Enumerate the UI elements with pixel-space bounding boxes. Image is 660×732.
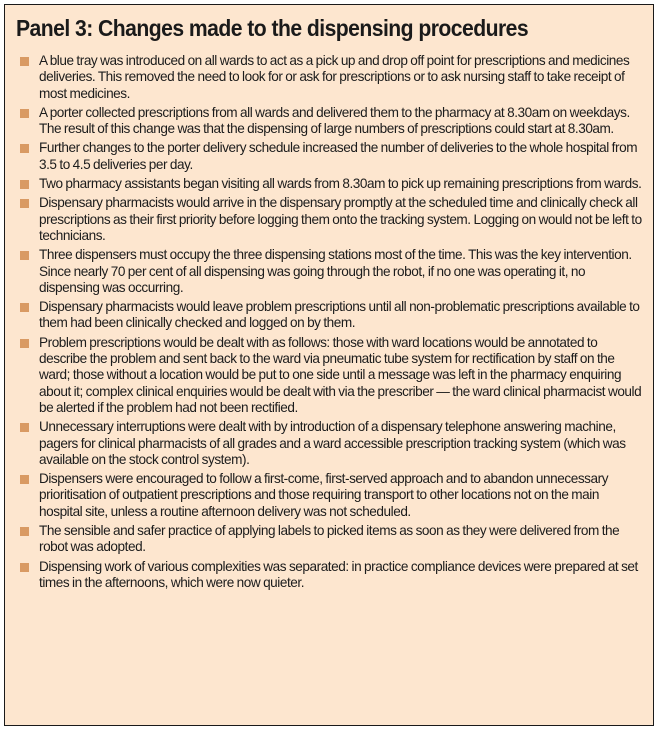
list-item-text: Dispensary pharmacists would leave problem prescriptions until all non-problematic prescriptions available to them had been clinically checked and logged on by them.: [39, 299, 640, 331]
list-item: [13, 335, 643, 416]
list-item: [13, 299, 643, 332]
list-item: [13, 140, 643, 173]
bullet-list: [13, 53, 643, 591]
list-item-text: Further changes to the porter delivery schedule increased the number of deliveries to the whole hospital from 3.5 to 4.5 deliveries per day.: [39, 140, 638, 172]
square-bullet-icon: [20, 339, 29, 348]
square-bullet-icon: [20, 527, 29, 536]
square-bullet-icon: [20, 303, 29, 312]
panel-box: [4, 4, 654, 726]
list-item: [13, 419, 643, 468]
square-bullet-icon: [20, 199, 29, 208]
list-item-text: Unnecessary interruptions were dealt with by introduction of a dispensary telephone answering machine, pagers for clinical pharmacists of all grades and a ward accessible prescription tracking system (which was available on the stock control system).: [39, 419, 626, 467]
square-bullet-icon: [20, 144, 29, 153]
list-item: [13, 247, 643, 296]
list-item-text: Dispensers were encouraged to follow a first-come, first-served approach and to abandon unnecessary prioritisation of outpatient prescriptions and those requiring transport to other locations not on the main hospital site, unless a routine afternoon delivery was not scheduled.: [39, 471, 609, 519]
panel-title: Panel 3: Changes made to the dispensing procedures: [16, 15, 529, 41]
list-item: [13, 176, 643, 192]
list-item-text: Dispensary pharmacists would arrive in the dispensary promptly at the scheduled time and clinically check all prescriptions as their first priority before logging them onto the tracking system. Logging on would not be left to technicians.: [39, 195, 642, 243]
square-bullet-icon: [20, 475, 29, 484]
list-item-text: Dispensing work of various complexities was separated: in practice compliance devices were prepared at set times in the afternoons, which were now quieter.: [39, 558, 638, 590]
list-item: [13, 471, 643, 520]
list-item: [13, 523, 643, 556]
square-bullet-icon: [20, 423, 29, 432]
list-item-text: A porter collected prescriptions from all wards and delivered them to the pharmacy at 8.30am on weekdays. The result of this change was that the dispensing of large numbers of prescriptions could start at 8.30am.: [39, 104, 630, 137]
list-item-text: A blue tray was introduced on all wards to act as a pick up and drop off point for prescriptions and medicines deliveries. This removed the need to look for or ask for prescriptions or to ask nursing staff to take receipt of most medicines.: [39, 53, 630, 101]
square-bullet-icon: [20, 57, 29, 66]
square-bullet-icon: [20, 109, 29, 118]
list-item: [13, 53, 643, 102]
list-item-text: Three dispensers must occupy the three dispensing stations most of the time. This was the key intervention. Since nearly 70 per cent of all dispensing was going through the robot, if no one was operating it, no dispensing was occurring.: [39, 247, 632, 295]
list-item-text: Two pharmacy assistants began visiting all wards from 8.30am to pick up remaining prescriptions from wards.: [39, 176, 642, 192]
square-bullet-icon: [20, 180, 29, 189]
square-bullet-icon: [20, 251, 29, 260]
list-item: [13, 195, 643, 244]
list-item-text: The sensible and safer practice of applying labels to picked items as soon as they were delivered from the robot was adopted.: [39, 523, 620, 555]
list-item: [13, 559, 643, 592]
square-bullet-icon: [20, 563, 29, 572]
list-item: [13, 105, 643, 138]
list-item-text: Problem prescriptions would be dealt with as follows: those with ward locations would be annotated to describe the problem and sent back to the ward via pneumatic tube system for rectification by staff on the ward; those without a location would be put to one side until a message was left in the pharmacy enquiring about it; complex clinical enquiries would be dealt with via the prescriber — the ward clinical pharmacist would be alerted if the problem had not been rectified.: [39, 334, 642, 415]
